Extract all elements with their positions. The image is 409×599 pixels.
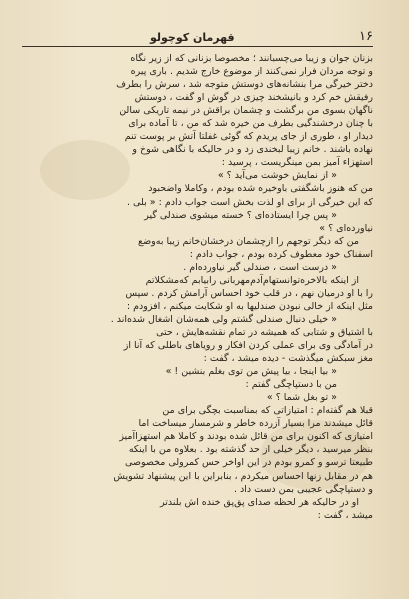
text-line: من که دیگر توجهم را ازچشمان درخشان‌خانم زیبا به‌وضع xyxy=(138,235,359,247)
text-line: استهزاء آمیز بمن مینگریست ، پرسید : xyxy=(221,157,373,169)
text-line: امتیازی که اکنون برای من قائل شده بودند و کاملا هم استهزاآمیز xyxy=(119,431,373,443)
text-line: من که هنوز باشگفتی باوخیره شده بودم ، وکاملا واضحبود xyxy=(148,183,373,195)
text-line: میشد ، گفت : xyxy=(317,509,373,521)
text-line: مغز سبکش میگذشت - دیده میشد ، گفت : xyxy=(203,353,373,365)
text-line: نهاده باشند . خانم زیبا لبخندی زد و در حالیکه با نگاهی شوخ و xyxy=(132,144,373,156)
text-line: بنظر میرسید ، دیگر خیلی از حد گذشته بود . بعلاوه من با اینکه xyxy=(128,444,373,456)
text-line: و دستپاچگی عجیبی بمن دست داد . xyxy=(233,483,373,495)
text-line: که این خیرگی از برای او لذت بخش است جواب دادم : « بلی . xyxy=(127,196,373,208)
text-line: مثل اینکه از خالی نبودن صندلیها به او شکایت میکنم ، افزودم : xyxy=(126,300,373,312)
running-title: قهرمان کوچولو xyxy=(150,31,235,44)
text-line: در آمادگی وی برای عملی کردن افکار و رویاهای باطلی که آنا از xyxy=(123,340,373,352)
text-line: را با او درمیان نهم ، در قلب خود احساس آرامش کردم . سپس xyxy=(125,287,373,299)
text-line: « بیا اینجا ، بیا پیش من توی بغلم بنشین ! » xyxy=(165,366,337,378)
text-line: با چنان درخشندگیی بطرف من خیره شد که من ، تا آماده برای xyxy=(128,118,373,130)
text-line: رفیقش خم کرد و بانیشخند چیزی در گوش او گفت ، دوستش xyxy=(134,92,373,104)
text-line: با اشتیاق و شتابی که همیشه در تمام نقشه‌هایش ، حتی xyxy=(156,326,373,338)
text-line: هم در مقابل زنها احساس میکردم ، بنابراین با این پیشنهاد تشویش xyxy=(113,470,373,482)
text-line: قائل میشدند مرا بسیار آزرده خاطر و شرمسار میساخت اما xyxy=(138,418,373,430)
page-body-text xyxy=(22,52,373,581)
text-line: او در حالیکه هر لحظه صدای پق‌پق خنده اش بلندتر xyxy=(160,496,359,508)
text-line: « پس چرا ایستاده‌ای ؟ خسته میشوی صندلی گیر xyxy=(144,209,337,221)
text-line: اسفناک خود معطوف کرده بودم ، جواب دادم : xyxy=(189,248,373,260)
text-line: طبیعتا ترسو و کمرو بودم در این اواخر حس کمرولی مخصوصی xyxy=(125,457,373,469)
text-line: « درست است ، صندلی گیر نیاورده‌ام . xyxy=(183,261,337,273)
page-number: ۱۶ xyxy=(359,29,373,44)
text-line: از اینکه بالاخره‌توانستهام‌آدم‌مهربانی رابیابم که‌مشکلاتم xyxy=(145,274,359,286)
text-line: نیاورده‌ای ؟ » xyxy=(319,222,373,234)
text-line: دختر خیرگی مرا بنشانه‌های دوستش متوجه شد ، سرش را بطرف xyxy=(116,79,373,91)
text-line: قبلا هم گفته‌ام : امتیازاتی که بمناسبت بچگی برای من xyxy=(162,405,373,417)
text-line: « تو بغل شما ؟ » xyxy=(266,392,337,404)
text-line: « از نمایش خوشت می‌آید ؟ » xyxy=(217,170,337,182)
page-header xyxy=(22,26,373,47)
text-line: من با دستپاچگی گفتم : xyxy=(245,379,337,391)
text-line: بزنان جوان و زیبا می‌چسبانند ؛ مخصوصا بزنانی که از زیر نگاه xyxy=(130,53,373,64)
text-line: ناگهان بسوی من برگشت و چشمان براقش در نیمه تاریکی سالن xyxy=(119,105,373,117)
text-line: و توجه مردان فرار نمی‌کنند از موضوع خارج شدیم . باری پیره xyxy=(130,66,373,78)
text-line: « خیلی دنبال صندلی گشتم ولی همه‌شان اشغال شده‌اند . xyxy=(110,313,337,325)
text-line: دیدار او ، طوری از جای پریدم که گوئی غفلتا آتش بر پوست تنم xyxy=(124,131,373,143)
